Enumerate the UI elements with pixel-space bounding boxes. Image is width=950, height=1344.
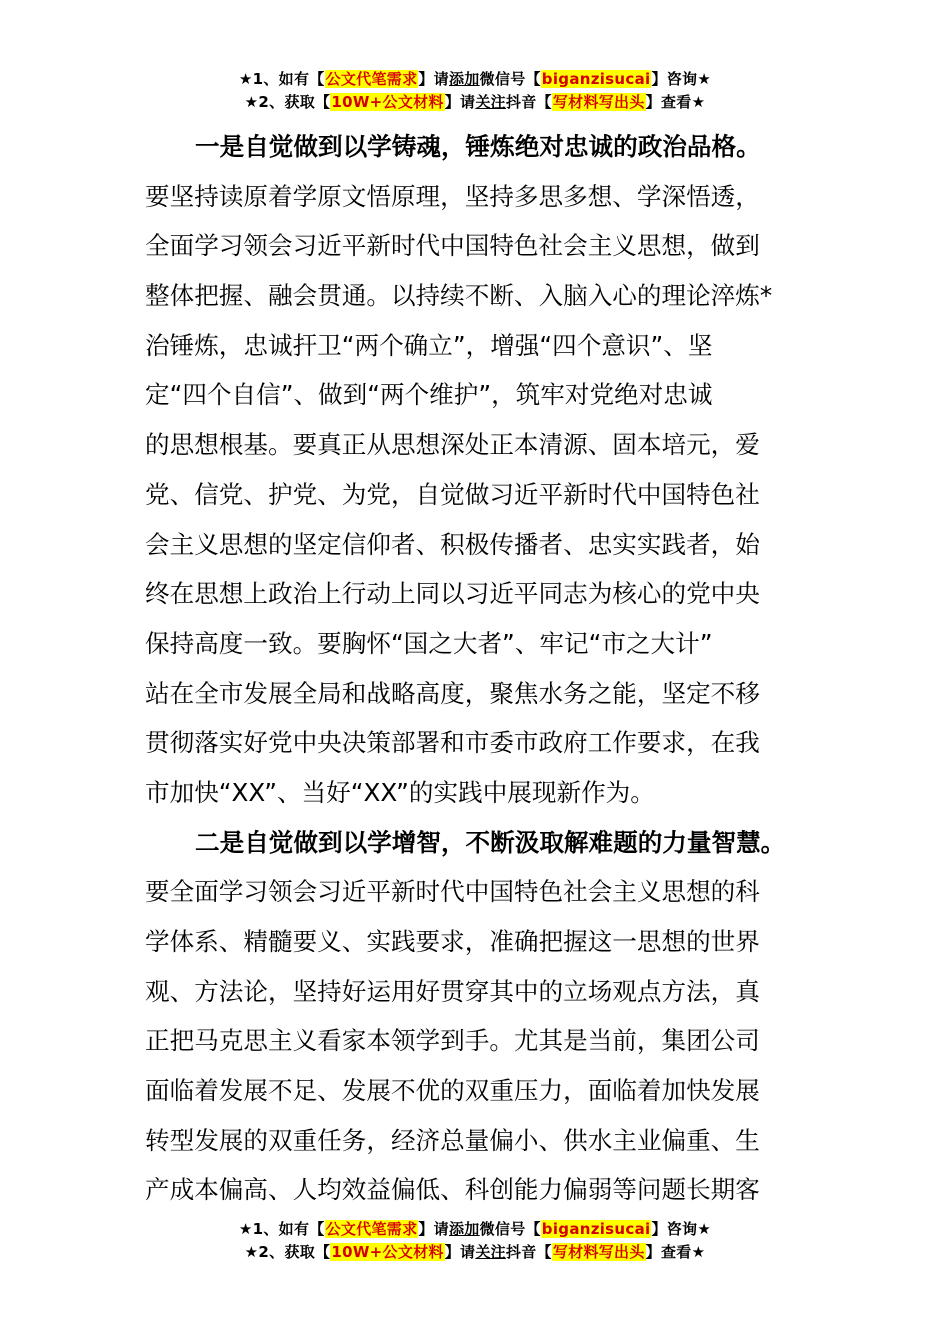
text-line: 观、方法论，坚持好运用好贯穿其中的立场观点方法，真 xyxy=(145,976,760,1006)
text-line: 治锤炼，忠诚扞卫“两个确立”，增强“四个意识”、坚 xyxy=(145,330,713,360)
highlight-service: 公文代笔需求 xyxy=(325,1220,418,1238)
text-line: 终在思想上政治上行动上同以习近平同志为核心的党中央 xyxy=(145,579,760,609)
banner-text: ★2、获取【 xyxy=(244,93,331,111)
underlined-text: 关注 xyxy=(475,1243,506,1261)
banner-text: ★1、如有【 xyxy=(238,70,325,88)
banner-text: 抖音【 xyxy=(505,1243,552,1261)
highlight-douyin-account: 写材料写出头 xyxy=(552,93,645,111)
banner-line-2 xyxy=(0,1241,950,1264)
text-line: 学体系、精髓要义、实践要求，准确把握这一思想的世界 xyxy=(145,927,760,956)
underlined-text: 添加 xyxy=(448,1220,480,1238)
banner-line-1 xyxy=(0,1218,950,1241)
banner-text: 】咨询★ xyxy=(651,1220,712,1238)
banner-text: 】查看★ xyxy=(645,93,706,111)
banner-text: 】咨询★ xyxy=(651,70,712,88)
text-line: 产成本偏高、人均效益偏低、科创能力偏弱等问题长期客 xyxy=(145,1175,760,1205)
banner-text: ★1、如有【 xyxy=(238,1220,325,1238)
footer-banner xyxy=(0,1218,950,1264)
text-line: 面临着发展不足、发展不优的双重压力，面临着加快发展 xyxy=(145,1076,760,1106)
text-line: 保持高度一致。要胸怀“国之大者”、牢记“市之大计” xyxy=(145,628,713,658)
banner-text: 抖音【 xyxy=(505,93,552,111)
highlight-douyin-account: 写材料写出头 xyxy=(552,1243,645,1261)
banner-text: ★2、获取【 xyxy=(244,1243,331,1261)
underlined-text: 添加 xyxy=(448,70,480,88)
text-line: 会主义思想的坚定信仰者、积极传播者、忠实实践者，始 xyxy=(145,529,760,559)
banner-text: 微信号【 xyxy=(479,70,541,88)
highlight-wechat-id: biganzisucai xyxy=(541,70,651,88)
text-line: 要全面学习领会习近平新时代中国特色社会主义思想的科 xyxy=(145,877,760,907)
text-line: 站在全市发展全局和战略高度，聚焦水务之能，坚定不移 xyxy=(145,678,760,708)
underlined-text: 关注 xyxy=(475,93,506,111)
text-line: 整体把握、融会贯通。以持续不断、入脑入心的理论淬炼* xyxy=(145,281,773,311)
banner-text: 】请 xyxy=(418,70,449,88)
text-line: 正把马克思主义看家本领学到手。尤其是当前，集团公司 xyxy=(145,1026,760,1056)
highlight-materials: 10W+公文材料 xyxy=(331,93,444,111)
section-heading-1: 一是自觉做到以学铸魂，锤炼绝对忠诚的政治品格。 xyxy=(195,132,761,161)
banner-line-2 xyxy=(0,91,950,114)
text-line: 定“四个自信”、做到“两个维护”，筑牢对党绝对忠诚 xyxy=(145,380,713,410)
banner-text: 】请 xyxy=(418,1220,449,1238)
text-line: 党、信党、护党、为党，自觉做习近平新时代中国特色社 xyxy=(145,479,760,509)
banner-text: 】查看★ xyxy=(645,1243,706,1261)
banner-text: 】请 xyxy=(444,93,476,111)
highlight-service: 公文代笔需求 xyxy=(325,70,418,88)
text-line: 要坚持读原着学原文悟原理，坚持多思多想、学深悟透， xyxy=(145,181,760,211)
banner-text: 微信号【 xyxy=(479,1220,541,1238)
text-line: 市加快“XX”、当好“XX”的实践中展现新作为。 xyxy=(145,777,655,807)
section-heading-2: 二是自觉做到以学增智，不断汲取解难题的力量智慧。 xyxy=(195,827,786,857)
banner-line-1 xyxy=(0,68,950,91)
text-line: 的思想根基。要真正从思想深处正本清源、固本培元，爱 xyxy=(145,430,760,460)
text-line: 贯彻落实好党中央决策部署和市委市政府工作要求，在我 xyxy=(145,728,760,758)
header-banner xyxy=(0,68,950,114)
text-line: 转型发展的双重任务，经济总量偏小、供水主业偏重、生 xyxy=(145,1125,760,1155)
document-body xyxy=(145,122,817,1215)
highlight-wechat-id: biganzisucai xyxy=(541,1220,651,1238)
banner-text: 】请 xyxy=(444,1243,476,1261)
text-line: 全面学习领会习近平新时代中国特色社会主义思想，做到 xyxy=(145,231,760,261)
highlight-materials: 10W+公文材料 xyxy=(331,1243,444,1261)
